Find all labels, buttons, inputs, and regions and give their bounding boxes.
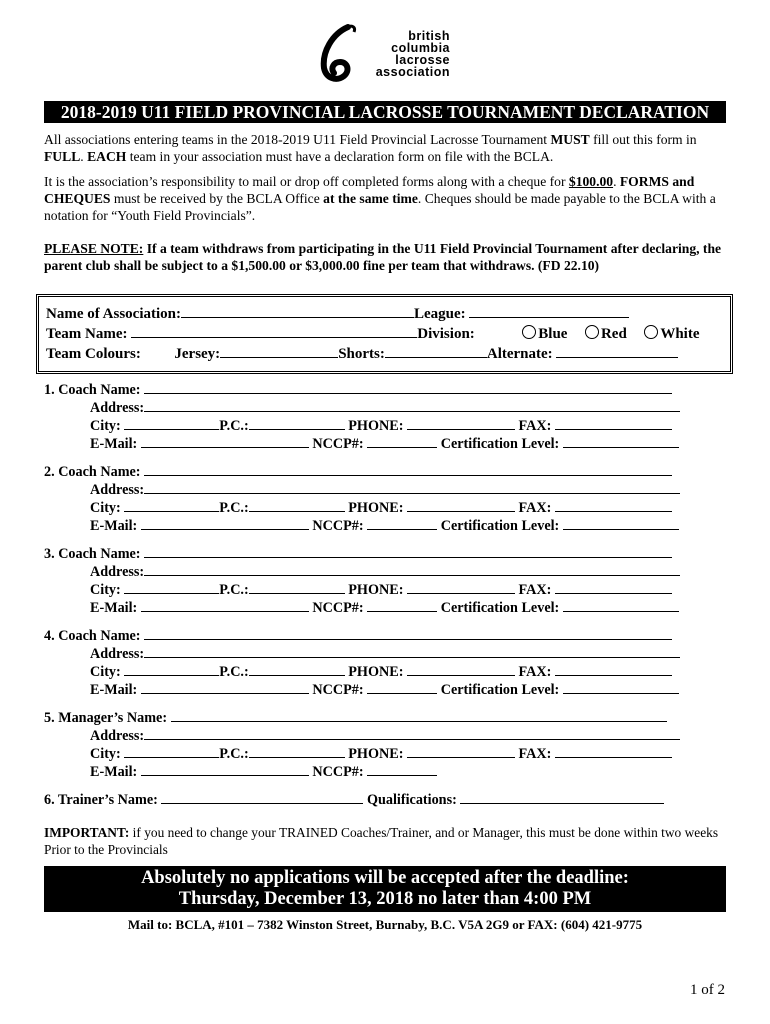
coach-3-phone-field[interactable] [407, 580, 515, 594]
association-row [46, 303, 629, 323]
text: fill out this form in [589, 132, 697, 147]
coach-1-name-field[interactable] [144, 380, 672, 394]
city-label: City: [90, 746, 121, 762]
coach-1-pc-field[interactable] [249, 416, 345, 430]
division-blue-radio[interactable] [522, 325, 536, 339]
email-label: E-Mail: [90, 518, 138, 534]
certification-label: Certification Level: [440, 682, 560, 698]
coach-3-city-field[interactable] [124, 580, 219, 594]
coach-3-nccp-field[interactable] [367, 598, 437, 612]
team-name-field[interactable] [131, 323, 417, 338]
manager-label: 5. Manager’s Name: [44, 710, 168, 726]
association-field[interactable] [181, 303, 414, 318]
text: EACH [87, 149, 127, 164]
manager-address-field[interactable] [144, 726, 680, 740]
coach-3-address-field[interactable] [144, 562, 680, 576]
nccp-label: NCCP#: [312, 518, 364, 534]
manager-fax-field[interactable] [555, 744, 672, 758]
coach-2-address-field[interactable] [144, 480, 680, 494]
nccp-label: NCCP#: [312, 682, 364, 698]
text: FORMS and CHEQUES [44, 174, 695, 206]
phone-label: PHONE: [348, 500, 404, 516]
manager-email-row [90, 762, 437, 781]
logo-line: columbia [391, 41, 450, 55]
coach-1-fax-field[interactable] [555, 416, 672, 430]
deadline-banner [44, 866, 726, 912]
fax-label: FAX: [518, 418, 552, 434]
coach-3-name-row [44, 544, 672, 563]
division-option-label: White [660, 326, 700, 342]
coach-1-name-row [44, 380, 672, 399]
coach-4-phone-field[interactable] [407, 662, 515, 676]
pc-label: P.C.: [219, 418, 249, 434]
deadline-line-1: Absolutely no applications will be accepted after the deadline: [141, 868, 629, 888]
address-label: Address: [90, 482, 145, 498]
division-white-radio[interactable] [644, 325, 658, 339]
important-label: IMPORTANT: [44, 825, 130, 840]
coach-4-contact-row [90, 662, 672, 681]
coach-1-address-row [90, 398, 680, 417]
fax-label: FAX: [518, 582, 552, 598]
deadline-line-2: Thursday, December 13, 2018 no later than 4:00 PM [178, 889, 592, 909]
nccp-label: NCCP#: [312, 436, 364, 452]
phone-label: PHONE: [348, 746, 404, 762]
coach-2-city-field[interactable] [124, 498, 219, 512]
phone-label: PHONE: [348, 582, 404, 598]
coach-1-city-field[interactable] [124, 416, 219, 430]
coach-4-email-field[interactable] [141, 680, 309, 694]
address-label: Address: [90, 564, 145, 580]
city-label: City: [90, 500, 121, 516]
bcla-logo [318, 24, 458, 84]
text: $100.00 [568, 174, 614, 189]
text: . Cheques should be made payable to the BCLA with a notation for “Youth Field Provincials”. [44, 191, 716, 223]
text: at the same time [323, 191, 418, 206]
manager-email-field[interactable] [141, 762, 309, 776]
division-red-radio[interactable] [585, 325, 599, 339]
note-text: If a team withdraws from participating in the U11 Field Provincial Tournament after declaring, the parent club shall be subject to a $1,500.00 or $3,000.00 fine per team that withdraws. (FD 22.10) [44, 241, 722, 273]
coach-4-address-row [90, 644, 680, 663]
pc-label: P.C.: [219, 500, 249, 516]
pc-label: P.C.: [219, 746, 249, 762]
coach-2-address-row [90, 480, 680, 499]
certification-label: Certification Level: [440, 436, 560, 452]
coach-4-label: 4. Coach Name: [44, 628, 141, 644]
logo-line: association [375, 65, 450, 79]
text: . [613, 174, 620, 189]
division-option-label: Blue [538, 326, 568, 342]
coach-2-email-field[interactable] [141, 516, 309, 530]
qualifications-label: Qualifications: [366, 792, 457, 808]
trainer-label: 6. Trainer’s Name: [44, 792, 158, 808]
coach-4-name-row [44, 626, 672, 645]
fax-label: FAX: [518, 500, 552, 516]
manager-phone-field[interactable] [407, 744, 515, 758]
note-label: PLEASE NOTE: [44, 241, 144, 256]
coach-3-fax-field[interactable] [555, 580, 672, 594]
logo-line: lacrosse [395, 53, 450, 67]
league-label: League: [414, 306, 466, 322]
address-label: Address: [90, 400, 145, 416]
coach-4-address-field[interactable] [144, 644, 680, 658]
manager-name-field[interactable] [171, 708, 667, 722]
email-label: E-Mail: [90, 436, 138, 452]
trainer-name-field[interactable] [161, 790, 363, 804]
coach-1-label: 1. Coach Name: [44, 382, 141, 398]
please-note [44, 240, 730, 274]
division-label: Division: [417, 326, 475, 342]
coach-2-pc-field[interactable] [249, 498, 345, 512]
email-label: E-Mail: [90, 600, 138, 616]
pc-label: P.C.: [219, 582, 249, 598]
page-number: 1 of 2 [690, 982, 725, 998]
manager-contact-row [90, 744, 672, 763]
manager-name-row [44, 708, 667, 727]
coach-4-pc-field[interactable] [249, 662, 345, 676]
coach-4-email-row [90, 680, 679, 699]
fax-label: FAX: [518, 746, 552, 762]
certification-label: Certification Level: [440, 600, 560, 616]
coach-2-phone-field[interactable] [407, 498, 515, 512]
team-info-box [36, 294, 733, 374]
coach-3-label: 3. Coach Name: [44, 546, 141, 562]
coach-1-nccp-field[interactable] [367, 434, 437, 448]
association-label: Name of Association: [46, 306, 181, 322]
coach-2-name-field[interactable] [144, 462, 672, 476]
coach-3-name-field[interactable] [144, 544, 672, 558]
email-label: E-Mail: [90, 682, 138, 698]
coach-4-name-field[interactable] [144, 626, 672, 640]
text: It is the association’s responsibility to mail or drop off completed forms along with a cheque for [44, 174, 569, 189]
coach-1-address-field[interactable] [144, 398, 680, 412]
nccp-label: NCCP#: [312, 764, 364, 780]
coach-2-nccp-field[interactable] [367, 516, 437, 530]
address-label: Address: [90, 646, 145, 662]
shorts-field[interactable] [385, 343, 487, 358]
coach-2-fax-field[interactable] [555, 498, 672, 512]
coach-4-fax-field[interactable] [555, 662, 672, 676]
phone-label: PHONE: [348, 664, 404, 680]
coach-3-certification-field[interactable] [563, 598, 679, 612]
coach-2-name-row [44, 462, 672, 481]
text: FULL [44, 149, 81, 164]
manager-pc-field[interactable] [249, 744, 345, 758]
coach-1-email-row [90, 434, 679, 453]
manager-nccp-field[interactable] [367, 762, 437, 776]
coach-1-phone-field[interactable] [407, 416, 515, 430]
text: . [80, 149, 88, 164]
important-note [44, 824, 730, 858]
text: All associations entering teams in the 2018-2019 U11 Field Provincial Lacrosse Tournament [44, 132, 551, 147]
city-label: City: [90, 418, 121, 434]
coach-3-pc-field[interactable] [249, 580, 345, 594]
coach-1-certification-field[interactable] [563, 434, 679, 448]
phone-label: PHONE: [348, 418, 404, 434]
division-option-label: Red [600, 326, 627, 342]
team-colours-label: Team Colours: [46, 346, 141, 362]
coach-4-nccp-field[interactable] [367, 680, 437, 694]
coach-3-email-row [90, 598, 679, 617]
fax-label: FAX: [518, 664, 552, 680]
manager-address-row [90, 726, 680, 745]
coach-4-certification-field[interactable] [563, 680, 679, 694]
coach-1-contact-row [90, 416, 672, 435]
trainer-row [44, 790, 664, 809]
alternate-field[interactable] [556, 343, 678, 358]
important-text: if you need to change your TRAINED Coaches/Trainer, and or Manager, this must be done within two weeks Prior to the Provincials [44, 825, 719, 857]
logo-line: british [408, 29, 450, 43]
jersey-label: Jersey: [174, 346, 221, 362]
trainer-qualifications-field[interactable] [460, 790, 664, 804]
coach-2-contact-row [90, 498, 672, 517]
shorts-label: Shorts: [338, 346, 385, 362]
alternate-label: Alternate: [486, 346, 553, 362]
coach-2-certification-field[interactable] [563, 516, 679, 530]
coach-3-email-field[interactable] [141, 598, 309, 612]
manager-city-field[interactable] [124, 744, 219, 758]
intro-paragraph-1 [44, 131, 730, 165]
team-name-label: Team Name: [46, 326, 128, 342]
city-label: City: [90, 664, 121, 680]
coach-1-email-field[interactable] [141, 434, 309, 448]
jersey-field[interactable] [220, 343, 338, 358]
address-label: Address: [90, 728, 145, 744]
coach-3-address-row [90, 562, 680, 581]
pc-label: P.C.: [219, 664, 249, 680]
team-name-row [46, 323, 699, 343]
coach-3-contact-row [90, 580, 672, 599]
logo-wordmark [352, 30, 450, 78]
coach-2-label: 2. Coach Name: [44, 464, 141, 480]
coach-2-email-row [90, 516, 679, 535]
city-label: City: [90, 582, 121, 598]
intro-paragraph-2 [44, 173, 730, 224]
nccp-label: NCCP#: [312, 600, 364, 616]
team-colours-row [46, 343, 678, 363]
league-field[interactable] [469, 303, 629, 318]
email-label: E-Mail: [90, 764, 138, 780]
text: MUST [550, 132, 590, 147]
certification-label: Certification Level: [440, 518, 560, 534]
form-title: 2018-2019 U11 FIELD PROVINCIAL LACROSSE TOURNAMENT DECLARATION [44, 101, 726, 123]
mailing-address: Mail to: BCLA, #101 – 7382 Winston Street, Burnaby, B.C. V5A 2G9 or FAX: (604) 421-9775 [127, 917, 643, 932]
text: must be received by the BCLA Office [110, 191, 324, 206]
text: team in your association must have a declaration form on file with the BCLA. [126, 149, 554, 164]
coach-4-city-field[interactable] [124, 662, 219, 676]
